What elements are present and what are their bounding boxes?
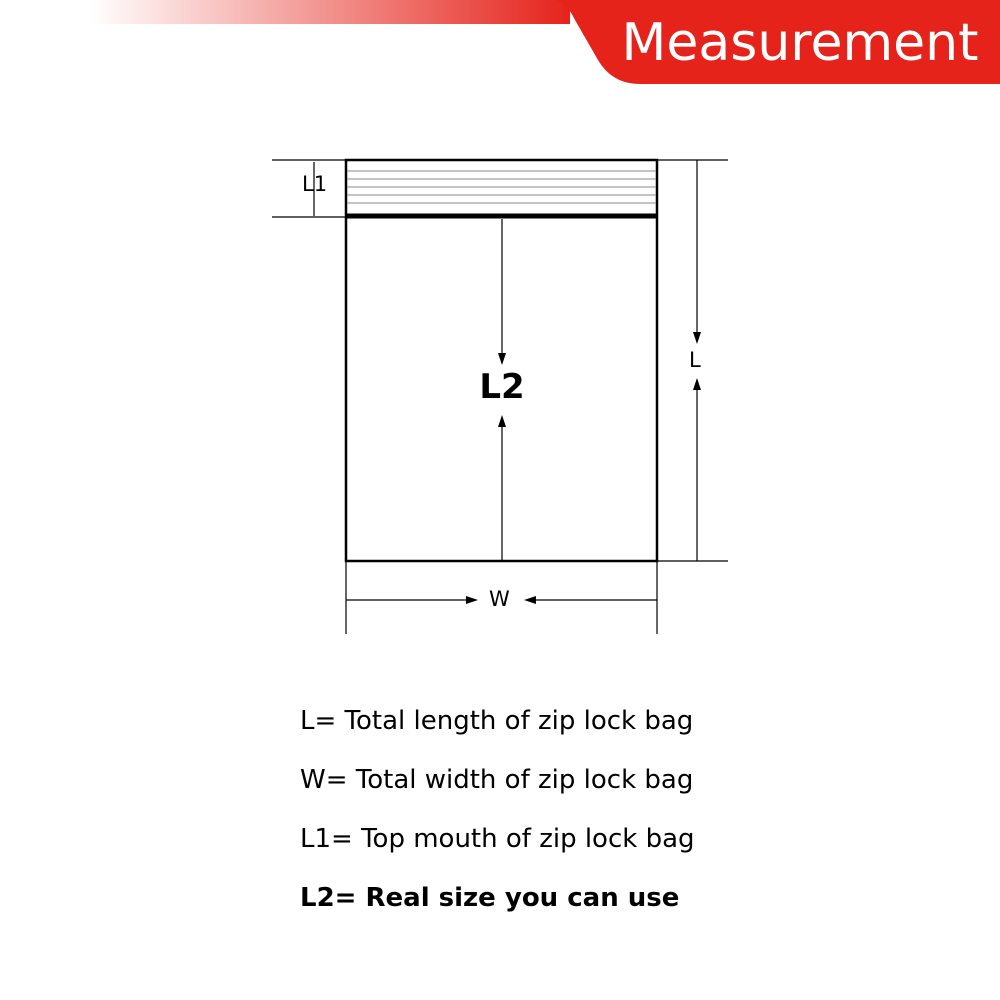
legend-item-l1: L1= Top mouth of zip lock bag — [300, 824, 695, 854]
l-arrowhead-down — [693, 332, 701, 344]
dimension-label-l2: L2 — [479, 367, 525, 407]
banner-title: Measurement — [621, 13, 979, 73]
legend-item-l: L= Total length of zip lock bag — [300, 706, 694, 736]
w-arrowhead-right — [466, 596, 478, 604]
l-arrowhead-up — [693, 378, 701, 390]
legend-item-l2: L2= Real size you can use — [300, 883, 680, 913]
w-arrowhead-left — [524, 596, 536, 604]
dimension-label-l1: L1 — [302, 172, 328, 196]
legend — [300, 700, 820, 936]
dimension-label-l: L — [689, 348, 701, 372]
dimension-label-w: W — [489, 587, 510, 611]
legend-item-w: W= Total width of zip lock bag — [300, 765, 694, 795]
l2-arrowhead-down — [498, 353, 506, 365]
l2-arrowhead-up — [498, 415, 506, 427]
